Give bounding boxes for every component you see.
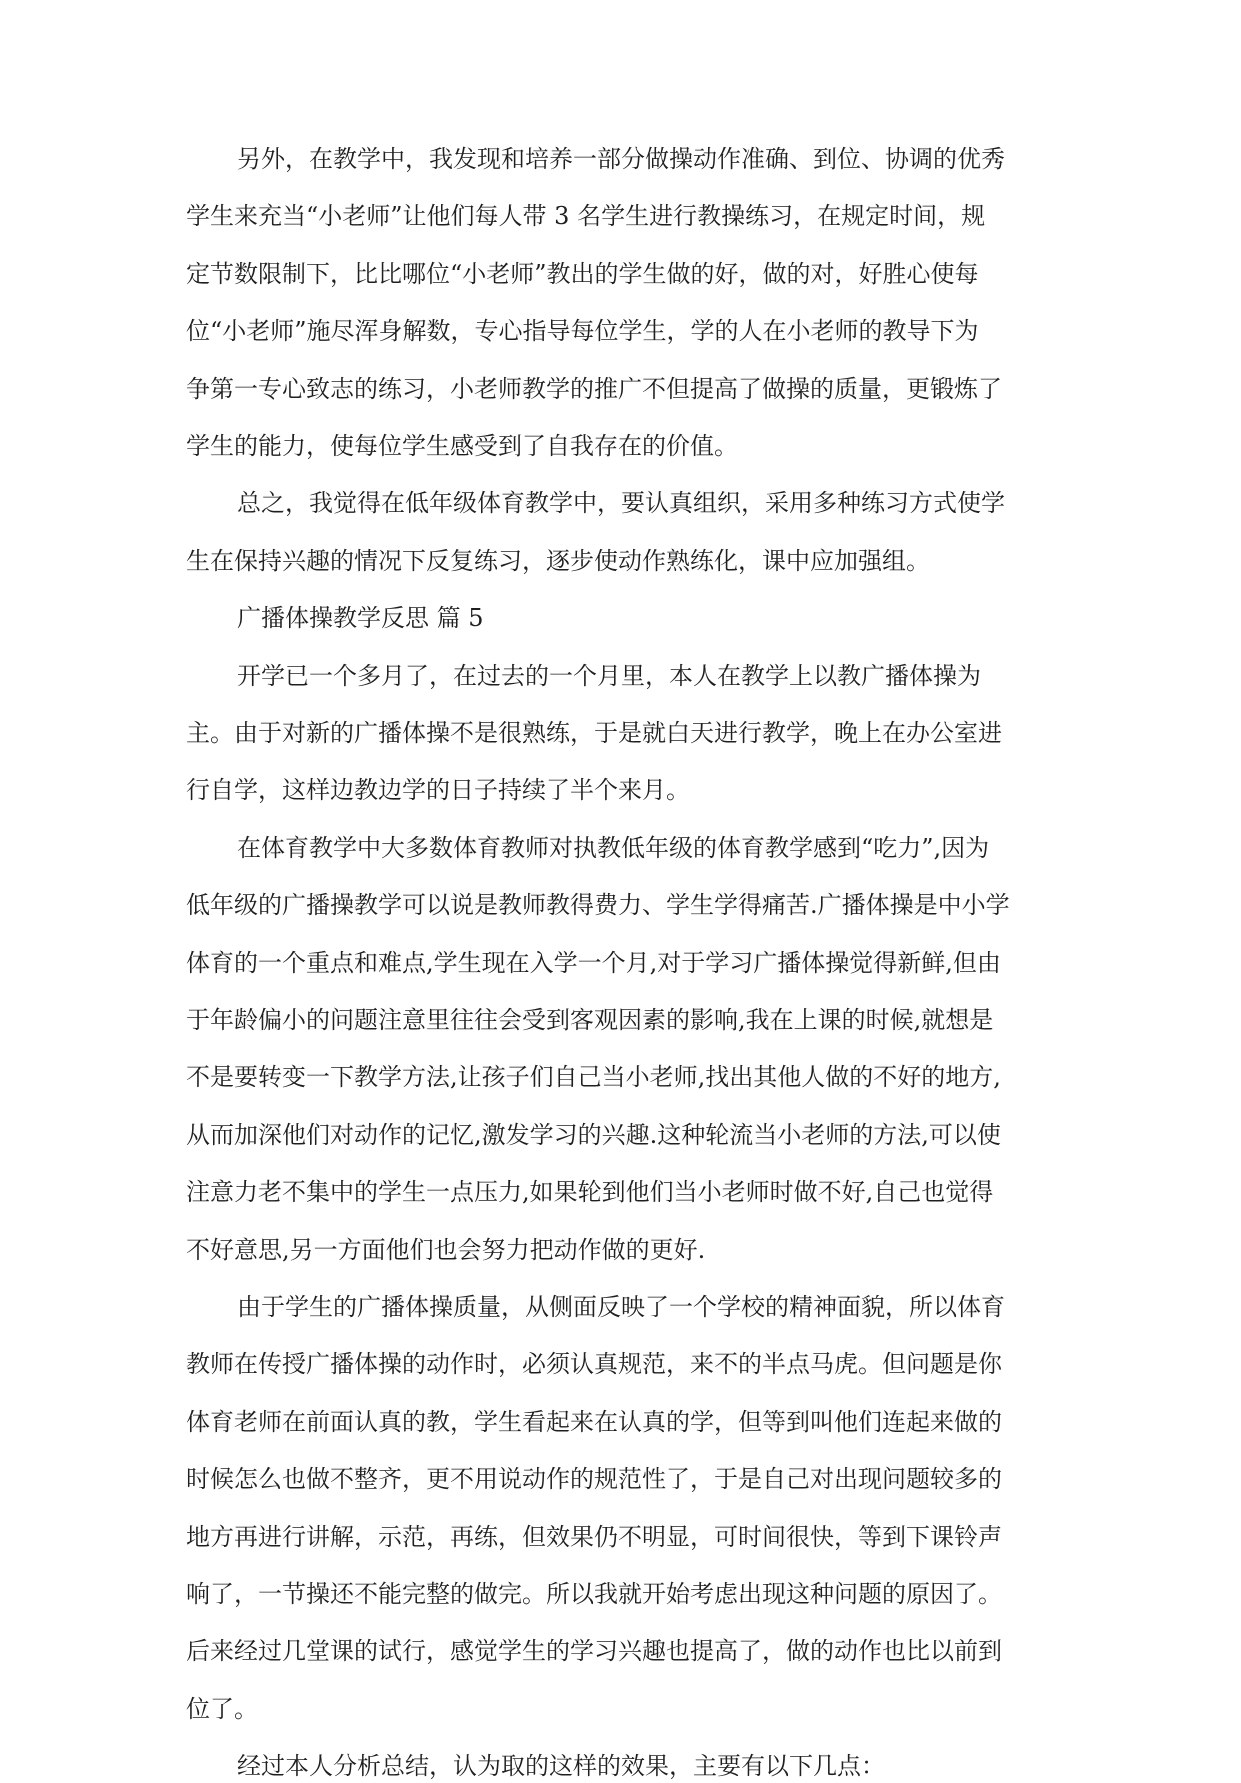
text-line: 主。由于对新的广播体操不是很熟练，于是就白天进行教学，晚上在办公室进 — [186, 719, 1002, 747]
text-line: 不是要转变一下教学方法,让孩子们自己当小老师,找出其他人做的不好的地方, — [186, 1063, 1001, 1091]
section-heading: 广播体操教学反思 篇 5 — [237, 604, 484, 632]
text-line: 学生来充当“小老师”让他们每人带 3 名学生进行教操练习，在规定时间，规 — [186, 202, 986, 230]
text-line: 生在保持兴趣的情况下反复练习，逐步使动作熟练化，课中应加强组。 — [186, 547, 930, 575]
text-line: 位了。 — [186, 1695, 258, 1723]
text-line: 地方再进行讲解，示范，再练，但效果仍不明显，可时间很快，等到下课铃声 — [186, 1523, 1002, 1551]
text-line: 另外，在教学中，我发现和培养一部分做操动作准确、到位、协调的优秀 — [237, 145, 1005, 173]
text-line: 低年级的广播操教学可以说是教师教得费力、学生学得痛苦.广播体操是中小学 — [186, 891, 1010, 919]
text-line: 响了，一节操还不能完整的做完。所以我就开始考虑出现这种问题的原因了。 — [186, 1580, 1002, 1608]
text-line: 行自学，这样边教边学的日子持续了半个来月。 — [186, 776, 690, 804]
text-line: 开学已一个多月了，在过去的一个月里，本人在教学上以教广播体操为 — [237, 662, 981, 690]
text-line: 由于学生的广播体操质量，从侧面反映了一个学校的精神面貌，所以体育 — [237, 1293, 1005, 1321]
text-line: 教师在传授广播体操的动作时，必须认真规范，来不的半点马虎。但问题是你 — [186, 1350, 1002, 1378]
text-line: 学生的能力，使每位学生感受到了自我存在的价值。 — [186, 432, 738, 460]
text-line: 争第一专心致志的练习，小老师教学的推广不但提高了做操的质量，更锻炼了 — [186, 375, 1002, 403]
text-line: 从而加深他们对动作的记忆,激发学习的兴趣.这种轮流当小老师的方法,可以使 — [186, 1121, 1001, 1149]
text-line: 体育老师在前面认真的教，学生看起来在认真的学，但等到叫他们连起来做的 — [186, 1408, 1002, 1436]
text-line: 不好意思,另一方面他们也会努力把动作做的更好. — [186, 1236, 706, 1264]
text-line: 定节数限制下，比比哪位“小老师”教出的学生做的好，做的对，好胜心使每 — [186, 260, 979, 288]
text-line: 注意力老不集中的学生一点压力,如果轮到他们当小老师时做不好,自己也觉得 — [186, 1178, 994, 1206]
text-line: 位“小老师”施尽浑身解数，专心指导每位学生，学的人在小老师的教导下为 — [186, 317, 979, 345]
text-line: 于年龄偏小的问题注意里往往会受到客观因素的影响,我在上课的时候,就想是 — [186, 1006, 994, 1034]
text-line: 后来经过几堂课的试行，感觉学生的学习兴趣也提高了，做的动作也比以前到 — [186, 1637, 1002, 1665]
text-line: 体育的一个重点和难点,学生现在入学一个月,对于学习广播体操觉得新鲜,但由 — [186, 949, 1001, 977]
text-line: 经过本人分析总结，认为取的这样的效果，主要有以下几点： — [237, 1752, 885, 1780]
text-line: 总之，我觉得在低年级体育教学中，要认真组织，采用多种练习方式使学 — [237, 489, 1005, 517]
text-line: 在体育教学中大多数体育教师对执教低年级的体育教学感到“吃力”,因为 — [237, 834, 990, 862]
text-line: 时候怎么也做不整齐，更不用说动作的规范性了，于是自己对出现问题较多的 — [186, 1465, 1002, 1493]
